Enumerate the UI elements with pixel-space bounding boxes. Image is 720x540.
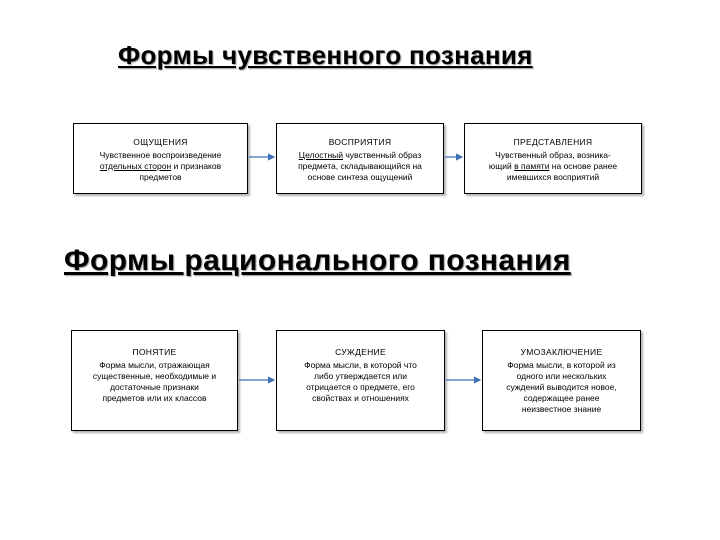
box-description: Целостный чувственный образ предмета, складывающийся на основе синтеза ощущений bbox=[298, 150, 422, 182]
box-heading: ОЩУЩЕНИЯ bbox=[133, 137, 188, 147]
box-heading: ПОНЯТИЕ bbox=[132, 347, 177, 357]
rational-forms-title: Формы рационального познания bbox=[64, 244, 571, 277]
box-heading: СУЖДЕНИЕ bbox=[335, 347, 386, 357]
box-description: Форма мысли, отражающая существенные, необходимые и достаточные признаки предметов или их классов bbox=[92, 360, 217, 403]
box-description: Форма мысли, в которой что либо утверждается или отрицается о предмете, его свойствах и отношениях bbox=[304, 360, 417, 403]
box-description: Форма мысли, в которой из одного или нескольких суждений выводится новое, содержащее ранее неизвестное знание bbox=[506, 360, 617, 414]
sensory-forms-title: Формы чувственного познания bbox=[118, 40, 533, 70]
box-heading: ВОСПРИЯТИЯ bbox=[328, 137, 392, 147]
box-description: Чувственное воспроизведение отдельных сторон и признаков предметов bbox=[99, 150, 222, 182]
box-heading: ПРЕДСТАВЛЕНИЯ bbox=[513, 137, 593, 147]
box-description: Чувственный образ, возника- ющий в памяти на основе ранее имевшихся восприятий bbox=[488, 150, 618, 182]
box-heading: УМОЗАКЛЮЧЕНИЕ bbox=[520, 347, 603, 357]
